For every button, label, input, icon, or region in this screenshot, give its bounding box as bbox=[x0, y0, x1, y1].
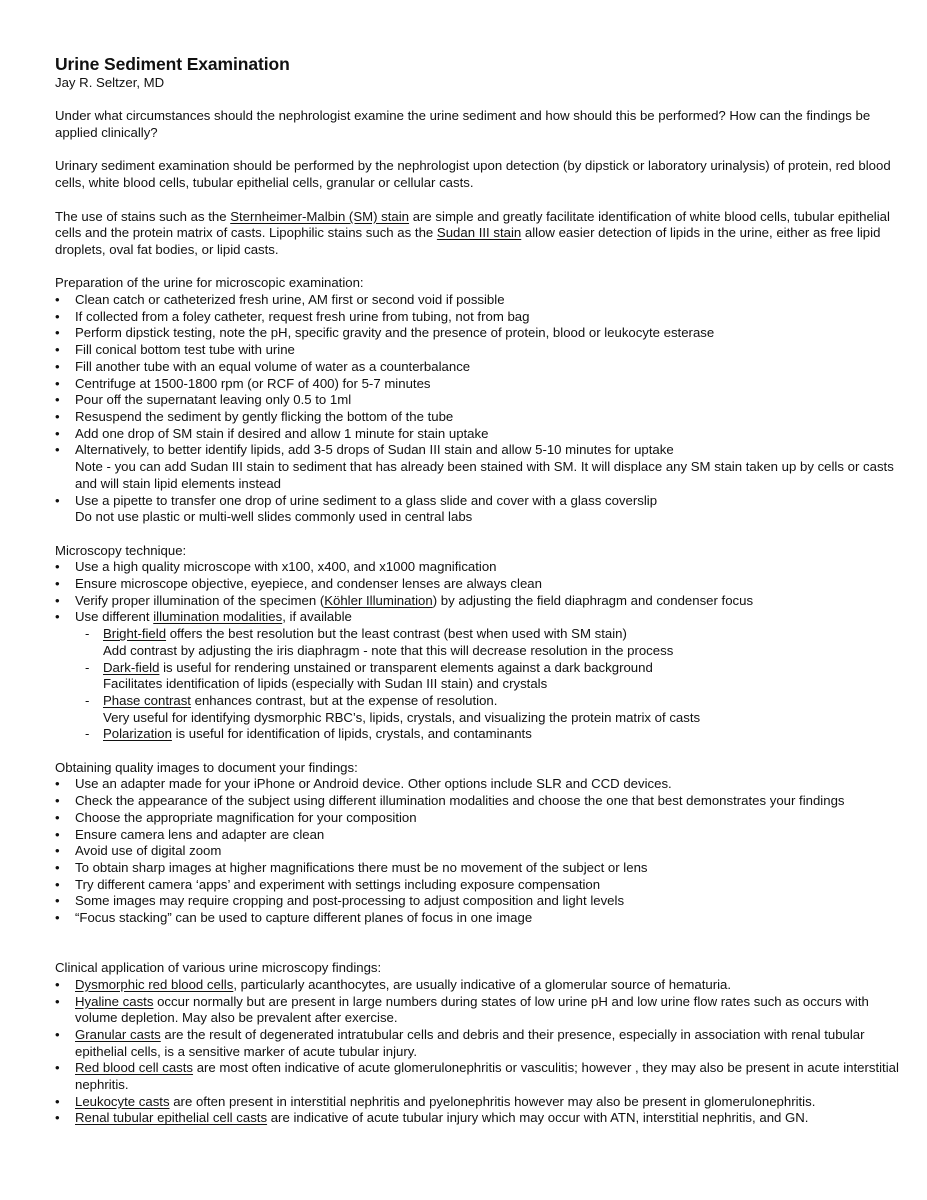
question-paragraph: Under what circumstances should the nephrologist examine the urine sediment and how should this be performed? How can the findings be applied clinically? bbox=[55, 108, 871, 141]
list-item: • Add one drop of SM stain if desired and allow 1 minute for stain uptake bbox=[55, 426, 905, 443]
list-item bbox=[55, 994, 905, 1027]
sub-list-item-note: Facilitates identification of lipids (especially with Sudan III stain) and crystals bbox=[103, 676, 548, 692]
list-item bbox=[55, 493, 905, 526]
list-item bbox=[55, 1060, 905, 1093]
list-item: • If collected from a foley catheter, request fresh urine from tubing, not from bag bbox=[55, 309, 905, 326]
sub-list-item-note: Add contrast by adjusting the iris diaphragm - note that this will decrease resolution in the process bbox=[103, 642, 674, 658]
hyaline-casts-link[interactable]: Hyaline casts bbox=[75, 993, 154, 1009]
dark-field-link[interactable]: Dark-field bbox=[103, 659, 160, 675]
kohler-illumination-link[interactable]: Köhler Illumination bbox=[324, 592, 433, 608]
preparation-heading: Preparation of the urine for microscopic examination: bbox=[55, 275, 364, 291]
list-item bbox=[55, 442, 905, 492]
sub-list-item-text: offers the best resolution but the least contrast (best when used with SM stain) bbox=[166, 626, 627, 642]
document-page bbox=[55, 53, 905, 1127]
list-item-note: Do not use plastic or multi-well slides commonly used in central labs bbox=[75, 509, 473, 525]
rbc-casts-link[interactable]: Red blood cell casts bbox=[75, 1060, 194, 1076]
list-item: • Fill another tube with an equal volume of water as a counterbalance bbox=[55, 359, 905, 376]
sm-stain-link[interactable]: Sternheimer-Malbin (SM) stain bbox=[230, 208, 410, 224]
sub-list-item bbox=[55, 626, 905, 659]
list-item bbox=[55, 593, 905, 610]
list-item-text: are indicative of acute tubular injury which may occur with ATN, interstitial nephritis, and GN. bbox=[267, 1110, 809, 1126]
list-item: • Try different camera ‘apps’ and experiment with settings including exposure compensation bbox=[55, 877, 905, 894]
list-item: • Avoid use of digital zoom bbox=[55, 843, 905, 860]
clinical-heading: Clinical application of various urine microscopy findings: bbox=[55, 960, 382, 976]
list-item: • To obtain sharp images at higher magnifications there must be no movement of the subject or lens bbox=[55, 860, 905, 877]
sudan-stain-link[interactable]: Sudan III stain bbox=[436, 225, 522, 241]
list-item: • Use an adapter made for your iPhone or Android device. Other options include SLR and CCD devices. bbox=[55, 776, 905, 793]
microscopy-heading: Microscopy technique: bbox=[55, 542, 187, 558]
list-item: • Resuspend the sediment by gently flicking the bottom of the tube bbox=[55, 409, 905, 426]
illumination-modalities-link[interactable]: illumination modalities bbox=[153, 609, 283, 625]
list-item: • Check the appearance of the subject using different illumination modalities and choose the one that best demonstrates your findings bbox=[55, 793, 905, 810]
list-item bbox=[55, 1027, 905, 1060]
list-item: • Centrifuge at 1500-1800 rpm (or RCF of 400) for 5-7 minutes bbox=[55, 376, 905, 393]
images-heading: Obtaining quality images to document your findings: bbox=[55, 759, 358, 775]
sub-list-item-text: is useful for identification of lipids, crystals, and contaminants bbox=[171, 726, 532, 742]
sub-list-item-line bbox=[103, 693, 905, 710]
stains-text-1: The use of stains such as the bbox=[55, 208, 231, 224]
list-item bbox=[55, 977, 905, 994]
rtec-casts-link[interactable]: Renal tubular epithelial cell casts bbox=[75, 1110, 268, 1126]
phase-contrast-link[interactable]: Phase contrast bbox=[103, 692, 191, 708]
sub-list-item-text: is useful for rendering unstained or transparent elements against a dark background bbox=[159, 659, 653, 675]
bright-field-link[interactable]: Bright-field bbox=[103, 626, 167, 642]
clinical-list bbox=[55, 977, 905, 1127]
sub-list-item-line bbox=[103, 660, 905, 677]
sub-list-item bbox=[55, 726, 905, 743]
polarization-link[interactable]: Polarization bbox=[103, 726, 172, 742]
list-item bbox=[55, 1110, 905, 1127]
list-item: • Choose the appropriate magnification for your composition bbox=[55, 810, 905, 827]
sub-list-item-note: Very useful for identifying dysmorphic RBC’s, lipids, crystals, and visualizing the protein matrix of casts bbox=[103, 709, 701, 725]
intro-paragraph: Urinary sediment examination should be performed by the nephrologist upon detection (by dipstick or laboratory urinalysis) of protein, red blood cells, white blood cells, tubular epithelial cells, granular or cellular casts. bbox=[55, 158, 891, 191]
leukocyte-casts-link[interactable]: Leukocyte casts bbox=[75, 1093, 170, 1109]
author-line: Jay R. Seltzer, MD bbox=[55, 75, 165, 90]
sub-list-item-line bbox=[103, 626, 905, 643]
preparation-list bbox=[55, 292, 905, 526]
sub-list-item bbox=[55, 660, 905, 693]
list-item-text: are most often indicative of acute glomerulonephritis or vasculitis; however , they may also be present in acute interstitial nephritis. bbox=[75, 1060, 899, 1093]
list-item: • Use a high quality microscope with x100, x400, and x1000 magnification bbox=[55, 559, 905, 576]
stains-text-2: are simple and greatly facilitate identification of white blood cells, tubular epithelial cells and the protein matrix of casts. Lipophilic stains such as the bbox=[55, 208, 890, 241]
list-item: • Pour off the supernatant leaving only 0.5 to 1ml bbox=[55, 392, 905, 409]
list-item-text: Verify proper illumination of the specimen ( bbox=[75, 592, 325, 608]
stains-paragraph bbox=[55, 209, 905, 259]
sub-list-item bbox=[55, 693, 905, 726]
dysmorphic-rbc-link[interactable]: Dysmorphic red blood cells bbox=[75, 976, 234, 992]
list-item-note: Note - you can add Sudan III stain to sediment that has already been stained with SM. It will displace any SM stain taken up by cells or casts and will stain lipid elements instead bbox=[75, 459, 894, 491]
list-item: • Clean catch or catheterized fresh urine, AM first or second void if possible bbox=[55, 292, 905, 309]
list-item-text: occur normally but are present in large numbers during states of low urine pH and low urine flow rates such as occurs with volume depletion. May also be prevalent after exercise. bbox=[75, 993, 869, 1026]
list-item-text: are often present in interstitial nephritis and pyelonephritis however may also be present in glomerulonephritis. bbox=[169, 1093, 816, 1109]
list-item: • Ensure camera lens and adapter are clean bbox=[55, 827, 905, 844]
document-title: Urine Sediment Examination bbox=[55, 54, 290, 74]
list-item-text: Use different bbox=[75, 609, 154, 625]
list-item bbox=[55, 1094, 905, 1111]
list-item: • Some images may require cropping and post-processing to adjust composition and light levels bbox=[55, 893, 905, 910]
list-item: • Fill conical bottom test tube with urine bbox=[55, 342, 905, 359]
images-list bbox=[55, 776, 905, 926]
list-item-text: • Use a pipette to transfer one drop of urine sediment to a glass slide and cover with a glass coverslip bbox=[75, 492, 658, 508]
list-item-text: ) by adjusting the field diaphragm and condenser focus bbox=[432, 592, 754, 608]
stains-text-3: allow easier detection of lipids in the urine, either as free lipid droplets, oval fat bodies, or lipid casts. bbox=[55, 225, 881, 257]
sub-list-item-text: enhances contrast, but at the expense of resolution. bbox=[190, 692, 498, 708]
list-item: • “Focus stacking” can be used to capture different planes of focus in one image bbox=[55, 910, 905, 927]
list-item: • Ensure microscope objective, eyepiece, and condenser lenses are always clean bbox=[55, 576, 905, 593]
list-item: • Perform dipstick testing, note the pH, specific gravity and the presence of protein, blood or leukocyte esterase bbox=[55, 325, 905, 342]
granular-casts-link[interactable]: Granular casts bbox=[75, 1026, 161, 1042]
list-item-text: , if available bbox=[282, 609, 352, 625]
microscopy-list bbox=[55, 559, 905, 743]
list-item-text: • Alternatively, to better identify lipids, add 3-5 drops of Sudan III stain and allow 5-10 minutes for uptake bbox=[75, 442, 674, 458]
list-item-text: , particularly acanthocytes, are usually indicative of a glomerular source of hematuria. bbox=[233, 976, 732, 992]
list-item bbox=[55, 609, 905, 626]
list-item-text: are the result of degenerated intratubular cells and debris and their presence, especially in association with renal tubular epithelial cells, is a sensitive marker of acute tubular injury. bbox=[75, 1026, 865, 1059]
